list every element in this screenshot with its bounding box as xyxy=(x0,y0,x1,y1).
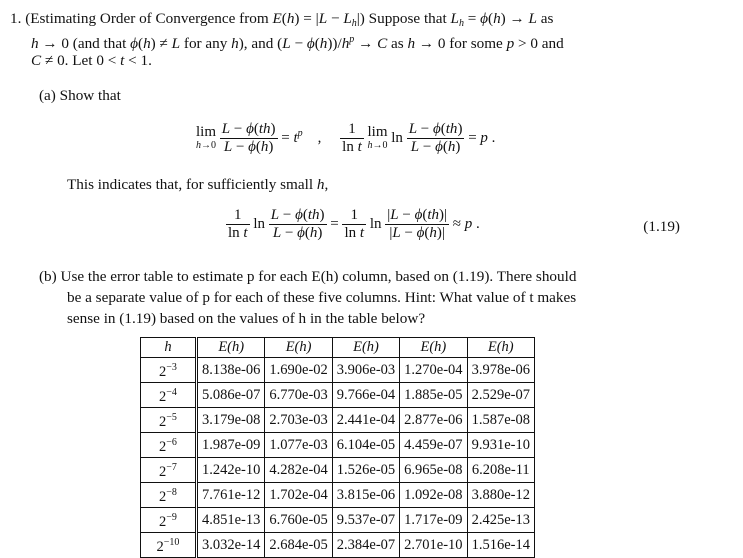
table-cell: 1.516e-14 xyxy=(467,533,534,558)
table-cell: 6.208e-11 xyxy=(467,458,534,483)
intro-text-6: ), and xyxy=(238,35,274,52)
table-cell: 2.703e-03 xyxy=(265,408,332,433)
intro-text-10: . Let xyxy=(64,52,93,69)
indicates-text: This indicates that, for sufficiently small h, xyxy=(67,176,329,193)
table-cell: 6.965e-08 xyxy=(400,458,467,483)
h-value-cell: $2^{-6}$ xyxy=(141,433,197,458)
intro-text-8: for some xyxy=(449,35,503,52)
table-row xyxy=(141,358,535,383)
table-cell: 1.987e-09 xyxy=(197,433,265,458)
table-cell: 3.880e-12 xyxy=(467,483,534,508)
header-col-5: E(h) xyxy=(467,338,534,358)
problem-line-3: C ≠ 0. Let 0 < t < 1. xyxy=(31,52,152,69)
intro-text-2: Suppose that xyxy=(368,10,447,27)
table-cell: 1.587e-08 xyxy=(467,408,534,433)
h-value-cell: $2^{-10}$ xyxy=(141,533,197,558)
intro-text-9: and xyxy=(541,35,564,52)
table-cell: 1.690e-02 xyxy=(265,358,332,383)
table-cell: 3.179e-08 xyxy=(197,408,265,433)
table-row xyxy=(141,433,535,458)
table-cell: 4.851e-13 xyxy=(197,508,265,533)
table-cell: 4.282e-04 xyxy=(265,458,332,483)
header-h: h xyxy=(141,338,197,358)
table-cell: 3.906e-03 xyxy=(332,358,399,383)
table-cell: 2.701e-10 xyxy=(400,533,467,558)
header-col-1: E(h) xyxy=(197,338,265,358)
table-header-row xyxy=(141,338,535,358)
table-cell: 3.032e-14 xyxy=(197,533,265,558)
table-cell: 2.877e-06 xyxy=(400,408,467,433)
table-cell: 1.885e-05 xyxy=(400,383,467,408)
part-a-label: (a) Show that xyxy=(39,87,121,104)
table-row xyxy=(141,383,535,408)
equation-approx: $\frac{1}{\text{ln t}}$ ln $\frac{L - \phi(th)}{L - \phi(h)}$ = $\frac{1}{\text{ln t}}$ ln $\frac{|L - \phi(th)|}{|L - \phi(h)|}$ ≈ p . xyxy=(228,207,480,241)
table-cell: 2.441e-04 xyxy=(332,408,399,433)
table-cell: 1.526e-05 xyxy=(332,458,399,483)
header-col-4: E(h) xyxy=(400,338,467,358)
equation-number: (1.19) xyxy=(643,218,680,235)
table-cell: 2.425e-13 xyxy=(467,508,534,533)
intro-text-1: (Estimating Order of Convergence from xyxy=(25,10,269,27)
table-cell: 2.529e-07 xyxy=(467,383,534,408)
table-cell: 3.815e-06 xyxy=(332,483,399,508)
table-row xyxy=(141,408,535,433)
h-value-cell: $2^{-7}$ xyxy=(141,458,197,483)
table-cell: 1.702e-04 xyxy=(265,483,332,508)
table-row xyxy=(141,458,535,483)
table-cell: 1.242e-10 xyxy=(197,458,265,483)
intro-text-3: as xyxy=(540,10,554,27)
table-cell: 9.766e-04 xyxy=(332,383,399,408)
table-cell: 6.760e-05 xyxy=(265,508,332,533)
table-row xyxy=(141,508,535,533)
h-value-cell: $2^{-5}$ xyxy=(141,408,197,433)
problem-line-2: h → 0 (and that ϕ(h) ≠ L for any h), and $(L - \phi(h))/h^p \to C$ as h → 0 for some p > 0 and xyxy=(31,34,564,52)
table-cell: 4.459e-07 xyxy=(400,433,467,458)
intro-text-11: . xyxy=(148,52,152,69)
table-row xyxy=(141,533,535,558)
error-table xyxy=(140,337,535,558)
table-cell: 9.931e-10 xyxy=(467,433,534,458)
table-row xyxy=(141,483,535,508)
table-cell: 1.077e-03 xyxy=(265,433,332,458)
header-col-3: E(h) xyxy=(332,338,399,358)
h-value-cell: $2^{-9}$ xyxy=(141,508,197,533)
part-b-line-3: sense in (1.19) based on the values of h in the table below? xyxy=(67,310,426,327)
table-cell: 6.104e-05 xyxy=(332,433,399,458)
table-cell: 1.270e-04 xyxy=(400,358,467,383)
table-cell: 6.770e-03 xyxy=(265,383,332,408)
table-cell: 1.717e-09 xyxy=(400,508,467,533)
h-value-cell: $2^{-8}$ xyxy=(141,483,197,508)
problem-number: 1. xyxy=(10,10,22,27)
table-cell: 2.684e-05 xyxy=(265,533,332,558)
part-b-line-2: be a separate value of p for each of these five columns. Hint: What value of t makes xyxy=(67,289,577,306)
equation-limits: lim h→0 $\frac{L - \phi(th)}{L - \phi(h)}$ = $t^p$ , $\frac{1}{\text{ln t}}$ lim h→0 ln $\frac{L - \phi(th)}{L - \phi(h)}$ = p . xyxy=(196,121,496,155)
table-cell: 8.138e-06 xyxy=(197,358,265,383)
table-cell: 9.537e-07 xyxy=(332,508,399,533)
h-value-cell: $2^{-3}$ xyxy=(141,358,197,383)
table-cell: 7.761e-12 xyxy=(197,483,265,508)
intro-text-7: as xyxy=(391,35,404,52)
table-cell: 5.086e-07 xyxy=(197,383,265,408)
header-col-2: E(h) xyxy=(265,338,332,358)
table-cell: 1.092e-08 xyxy=(400,483,467,508)
h-value-cell: $2^{-4}$ xyxy=(141,383,197,408)
table-cell: 3.978e-06 xyxy=(467,358,534,383)
intro-text-4: (and that xyxy=(72,35,127,52)
problem-line-1: 1. (Estimating Order of Convergence from $E(h) = |L - L_h|$) Suppose that $L_h = \phi(h) \to L$ as xyxy=(10,10,554,29)
table-cell: 2.384e-07 xyxy=(332,533,399,558)
intro-text-5: for any xyxy=(183,35,228,52)
part-b-line-1: (b) Use the error table to estimate p for each E(h) column, based on (1.19). There should xyxy=(39,268,577,285)
